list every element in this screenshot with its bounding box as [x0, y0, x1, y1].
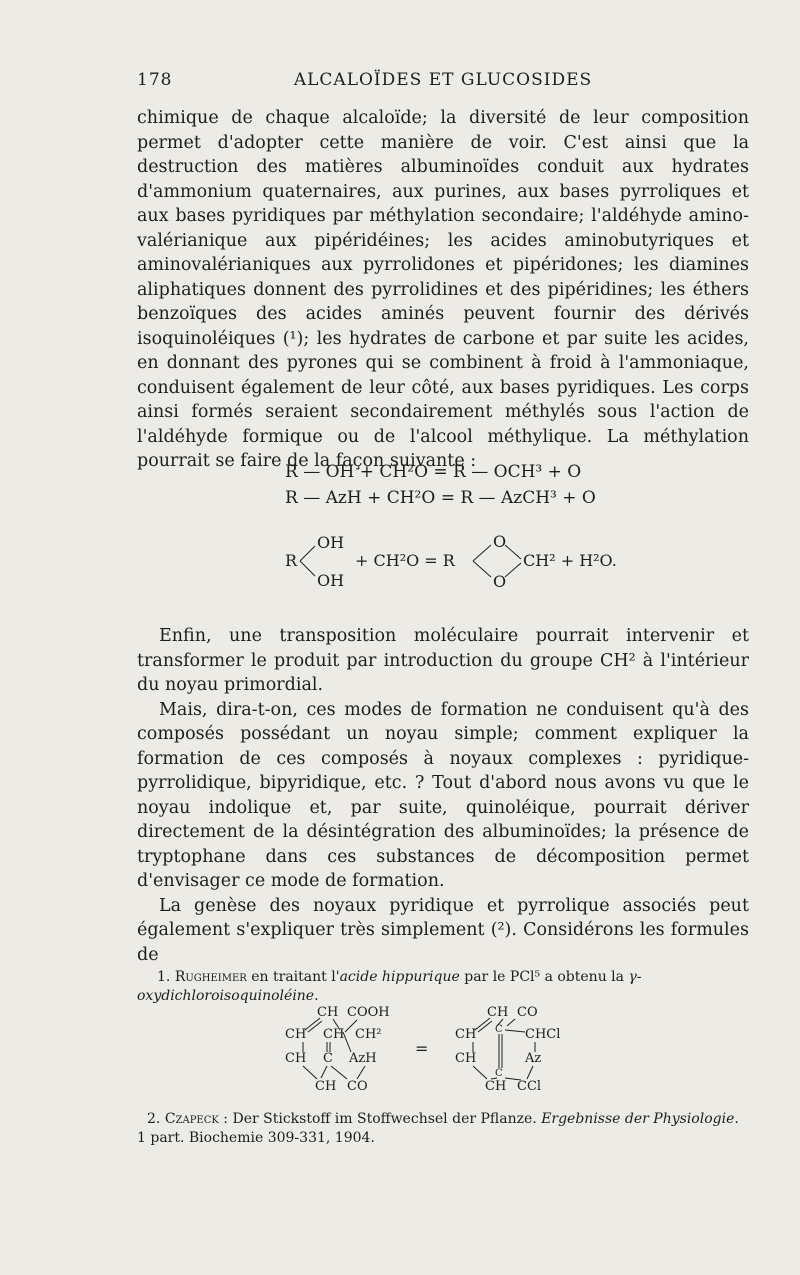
formula-l-bond-10: [357, 1066, 365, 1079]
paragraph-3: Mais, dira-t-on, ces modes de formation ne conduisent qu'à des composés possédant un noyau simple; comment expliquer la formation de ces composés à noyaux complexes : pyridique-pyrrolidique, bipyridique, etc. ? Tout d'abord nous avons vu que le noyau indolique et, par suite, quinoléique, pourrait dériver directement de la désintégration des albuminoïdes; la présence de tryptophane dans ces substances de décomposition permet d'envisager ce mode de formation.: [137, 699, 749, 891]
formula-l-bond-6: [343, 1032, 351, 1052]
formula-l-ch-mid: CH: [323, 1027, 345, 1042]
eq3-middle: + CH²O = R: [355, 551, 455, 570]
footnote-2-author: Czapeck: [164, 1111, 219, 1127]
formula-l-top1: CH: [317, 1005, 339, 1020]
main-text-bottom: [137, 624, 749, 967]
formula-l-bot1: CH: [315, 1079, 337, 1094]
running-title: ALCALOÏDES ET GLUCOSIDES: [293, 70, 593, 90]
footnote-2-italic: Ergebnisse der Physiologie: [541, 1111, 735, 1127]
eq3-ring-bond-2: [473, 561, 491, 577]
equation-3-methylene: [285, 530, 625, 592]
eq3-oh-top: OH: [317, 533, 345, 552]
eq3-oh-bottom: OH: [317, 571, 345, 590]
paragraph-2: Enfin, une transposition moléculaire pourrait intervenir et transformer le produit par introduction du groupe CH² à l'intérieur du noyau primordial.: [137, 626, 749, 695]
formula-r-az: Az: [525, 1051, 542, 1066]
formula-r-bond-4: [505, 1030, 525, 1032]
formula-r-bond-8: [473, 1066, 487, 1079]
formula-l-c: C: [323, 1051, 333, 1066]
footnote-1-author: Rugheimer: [174, 969, 247, 985]
footnote-1-text-a: en traitant l': [246, 969, 340, 985]
formula-r-top2: CO: [517, 1005, 538, 1020]
formula-l-bond-7: [303, 1066, 317, 1079]
footnote-1-text-c: .: [314, 988, 319, 1004]
formula-r-top1: CH: [487, 1005, 509, 1020]
formula-r-ch-left2: CH: [455, 1051, 477, 1066]
formula-l-top2: COOH: [347, 1005, 390, 1020]
isoquinoline-formula: [285, 1002, 615, 1102]
formula-l-bot2: CO: [347, 1079, 368, 1094]
eq3-ring-bond-3: [505, 545, 521, 559]
formula-l-ch-left: CH: [285, 1027, 307, 1042]
footnote-2-text-b: . 1 part. Biochemie 309-331, 1904.: [137, 1111, 739, 1146]
main-text-top: [137, 106, 749, 474]
formula-l-bond-8: [321, 1066, 327, 1078]
footnote-1-number: 1.: [157, 969, 171, 985]
footnote-1-italic-b: γ-oxydichloroisoquinoléine: [137, 969, 642, 1004]
formula-l-azh: AzH: [349, 1051, 377, 1066]
formula-r-ch-left: CH: [455, 1027, 477, 1042]
eq3-ring-bond-4: [505, 563, 521, 577]
eq3-o-bottom: O: [493, 572, 507, 591]
footnote-2-text-a: : Der Stickstoff im Stoffwechsel der Pflanze.: [218, 1111, 542, 1127]
formula-r-bot2: CCl: [517, 1079, 542, 1094]
formula-r-bond-11: [527, 1066, 533, 1079]
eq3-ring-bond-1: [473, 545, 491, 561]
footnote-1-text-b: par le PCl⁵ a obtenu la: [459, 969, 629, 985]
formula-r-bot1: CH: [485, 1079, 507, 1094]
eq3-bond-bottom: [300, 561, 315, 576]
formula-equals: =: [415, 1039, 429, 1058]
eq3-o-top: O: [493, 532, 507, 551]
formula-r-chcl: CHCl: [525, 1027, 561, 1042]
footnote-1-italic-a: acide hippurique: [339, 969, 460, 985]
equation-2: R — AzH + CH²O = R — AzCH³ + O: [285, 488, 596, 508]
footnote-2: [137, 1110, 749, 1148]
eq3-right: CH² + H²O.: [523, 551, 617, 570]
footnote-2-number: 2.: [147, 1111, 161, 1127]
formula-r-c-top: C: [495, 1024, 503, 1035]
equation-1: R — OH + CH²O = R — OCH³ + O: [285, 462, 582, 482]
formula-l-bond-9: [331, 1066, 347, 1079]
page-number: 178: [137, 70, 173, 90]
eq3-r-left: R: [285, 551, 298, 570]
formula-l-ch2: CH²: [355, 1027, 382, 1042]
eq3-bond-top: [300, 546, 315, 561]
page-header: [137, 70, 749, 94]
paragraph-1: chimique de chaque alcaloïde; la diversité de leur composition permet d'adopter cette manière de voir. C'est ainsi que la destruction des matières albuminoïdes conduit aux hydrates d'ammonium quaternaires, aux purines, aux bases pyrroliques et aux bases pyridiques par méthylation secondaire; l'aldéhyde amino-valérianique aux pipéridéines; les acides aminobutyriques et aminovalérianiques aux pyrrolidones et pipéridones; les diamines aliphatiques donnent des pyrrolidines et des pipéridines; les éthers benzoïques des acides aminés peuvent fournir des dérivés isoquinoléiques (¹); les hydrates de carbone et par suite les acides, en donnant des pyrones qui se combinent à froid à l'ammoniaque, conduisent également de leur côté, aux bases pyridiques. Les corps ainsi formés seraient secondairement méthylés sous l'action de l'aldéhyde formique ou de l'alcool méthylique. La méthylation pourrait se faire de la façon suivante :: [137, 108, 749, 471]
paragraph-4: La genèse des noyaux pyridique et pyrrolique associés peut également s'expliquer très simplement (²). Considérons les formules de: [137, 895, 749, 965]
formula-r-bond-3: [507, 1019, 515, 1026]
formula-l-ch-left2: CH: [285, 1051, 307, 1066]
footnote-1: [137, 968, 749, 1006]
formula-r-c-bot: C: [495, 1068, 503, 1079]
